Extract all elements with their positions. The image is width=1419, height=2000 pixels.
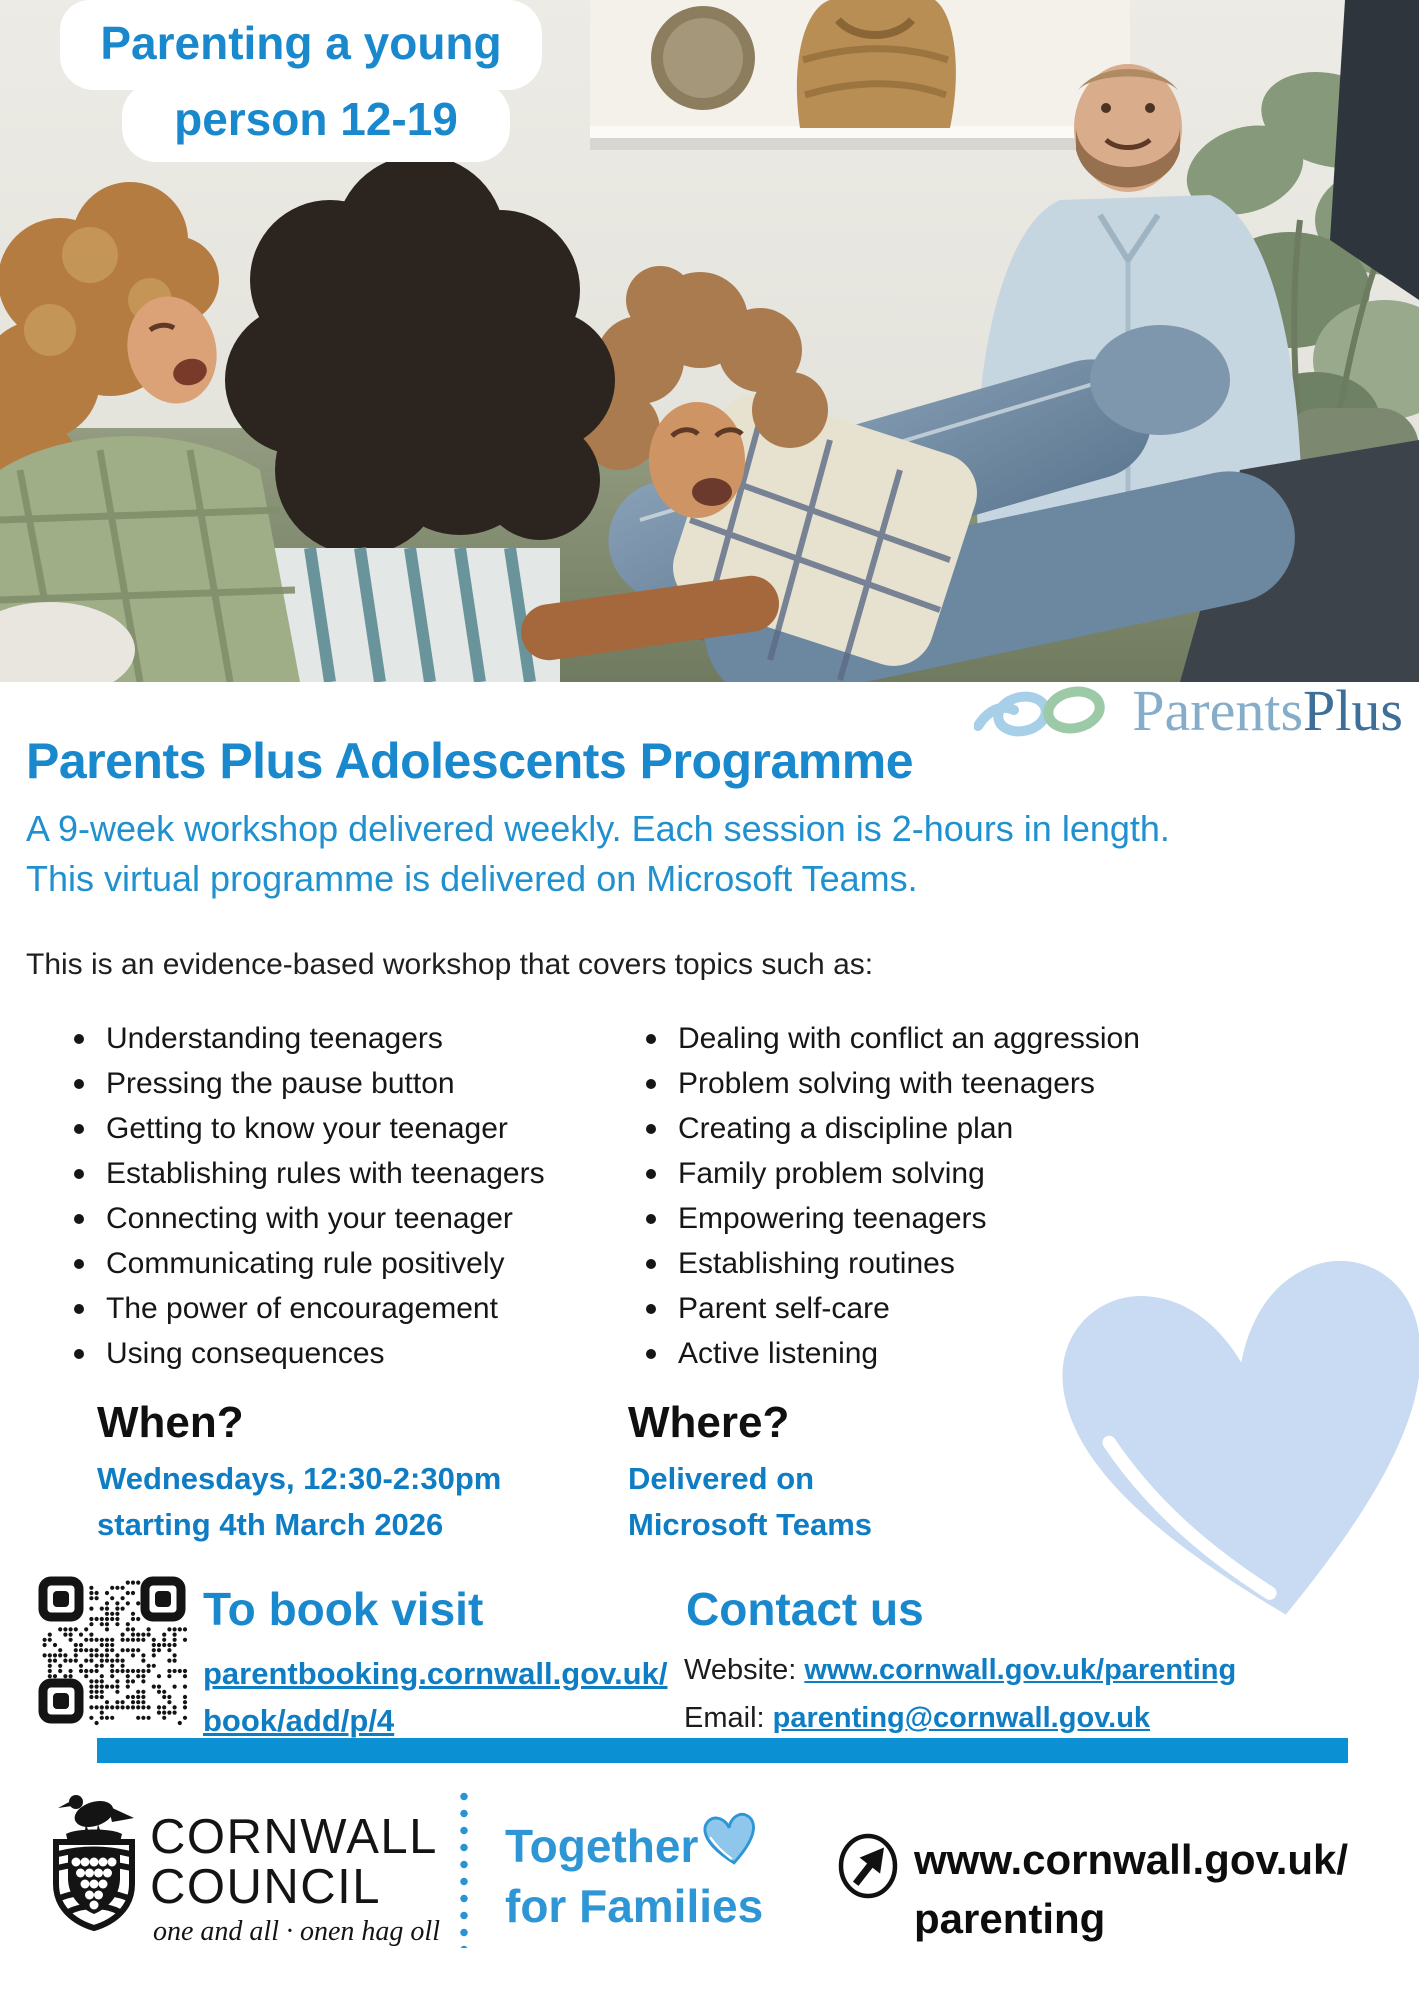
subtitle-line2: This virtual programme is delivered on Microsoft Teams. <box>26 858 918 899</box>
website-link[interactable]: www.cornwall.gov.uk/parenting <box>804 1654 1237 1686</box>
topic-item: Establishing rules with teenagers <box>70 1151 545 1196</box>
footer-url-line2[interactable]: parenting <box>914 1895 1106 1942</box>
badge-title-line2: person 12-19 <box>174 93 458 145</box>
topic-item: Empowering teenagers <box>642 1196 1140 1241</box>
cornwall-council-crest <box>42 1792 146 1932</box>
email-label: Email: <box>684 1702 773 1734</box>
when-line2: starting 4th March 2026 <box>97 1507 444 1542</box>
topic-item: Using consequences <box>70 1331 545 1376</box>
parentsplus-logo <box>974 680 1403 742</box>
topic-item: Getting to know your teenager <box>70 1106 545 1151</box>
when-heading: When? <box>97 1398 244 1447</box>
link-arrow-icon <box>836 1832 900 1900</box>
tff-line1: Together <box>505 1820 699 1872</box>
topic-item: Problem solving with teenagers <box>642 1061 1140 1106</box>
topic-item: Dealing with conflict an aggression <box>642 1016 1140 1061</box>
topic-item: Creating a discipline plan <box>642 1106 1140 1151</box>
contact-website-row <box>684 1646 1236 1694</box>
together-heart-icon <box>700 1812 762 1870</box>
topic-item: Communicating rule positively <box>70 1241 545 1286</box>
subtitle-line1: A 9-week workshop delivered weekly. Each session is 2-hours in length. <box>26 808 1170 849</box>
where-details <box>628 1456 872 1548</box>
tff-line2: for Families <box>505 1880 764 1932</box>
topic-item: The power of encouragement <box>70 1286 545 1331</box>
council-wordmark <box>150 1812 438 1912</box>
booking-heading: To book visit <box>203 1583 484 1635</box>
programme-subtitle <box>26 804 1170 904</box>
when-details <box>97 1456 501 1548</box>
contact-details <box>684 1646 1236 1742</box>
topic-item: Establishing routines <box>642 1241 1140 1286</box>
divider-bar <box>97 1738 1348 1763</box>
email-link[interactable]: parenting@cornwall.gov.uk <box>772 1702 1151 1734</box>
contact-email-row <box>684 1694 1236 1742</box>
website-label: Website: <box>684 1654 805 1686</box>
council-line2: COUNCIL <box>150 1860 382 1914</box>
topic-item: Connecting with your teenager <box>70 1196 545 1241</box>
footer-url-line1[interactable]: www.cornwall.gov.uk/ <box>914 1836 1349 1883</box>
booking-qr-code <box>36 1574 188 1726</box>
intro-text: This is an evidence-based workshop that covers topics such as: <box>26 948 874 981</box>
booking-link-line1[interactable]: parentbooking.cornwall.gov.uk/ <box>203 1656 668 1691</box>
booking-link[interactable] <box>203 1650 667 1744</box>
page-title: Parents Plus Adolescents Programme <box>26 733 914 789</box>
when-line1: Wednesdays, 12:30-2:30pm <box>97 1461 502 1496</box>
footer-dotted-divider <box>458 1788 470 1948</box>
topic-item: Family problem solving <box>642 1151 1140 1196</box>
topics-list-right <box>642 1016 1140 1376</box>
council-motto: one and all · onen hag oll <box>153 1916 440 1947</box>
where-heading: Where? <box>628 1398 790 1447</box>
footer-url[interactable] <box>914 1830 1348 1948</box>
where-line1: Delivered on <box>628 1461 815 1496</box>
logo-text-plus: Plus <box>1303 678 1403 743</box>
topic-item: Pressing the pause button <box>70 1061 545 1106</box>
topic-item: Understanding teenagers <box>70 1016 545 1061</box>
contact-heading: Contact us <box>686 1583 924 1635</box>
parentsplus-swirl-icon <box>974 680 1132 742</box>
logo-text-parents: Parents <box>1132 678 1304 743</box>
council-line1: CORNWALL <box>150 1810 438 1864</box>
badge-title-line1: Parenting a young <box>100 17 502 69</box>
booking-link-line2[interactable]: book/add/p/4 <box>203 1703 395 1738</box>
topic-item: Active listening <box>642 1331 1140 1376</box>
where-line2: Microsoft Teams <box>628 1507 873 1542</box>
topic-item: Parent self-care <box>642 1286 1140 1331</box>
topics-list-left <box>70 1016 545 1376</box>
